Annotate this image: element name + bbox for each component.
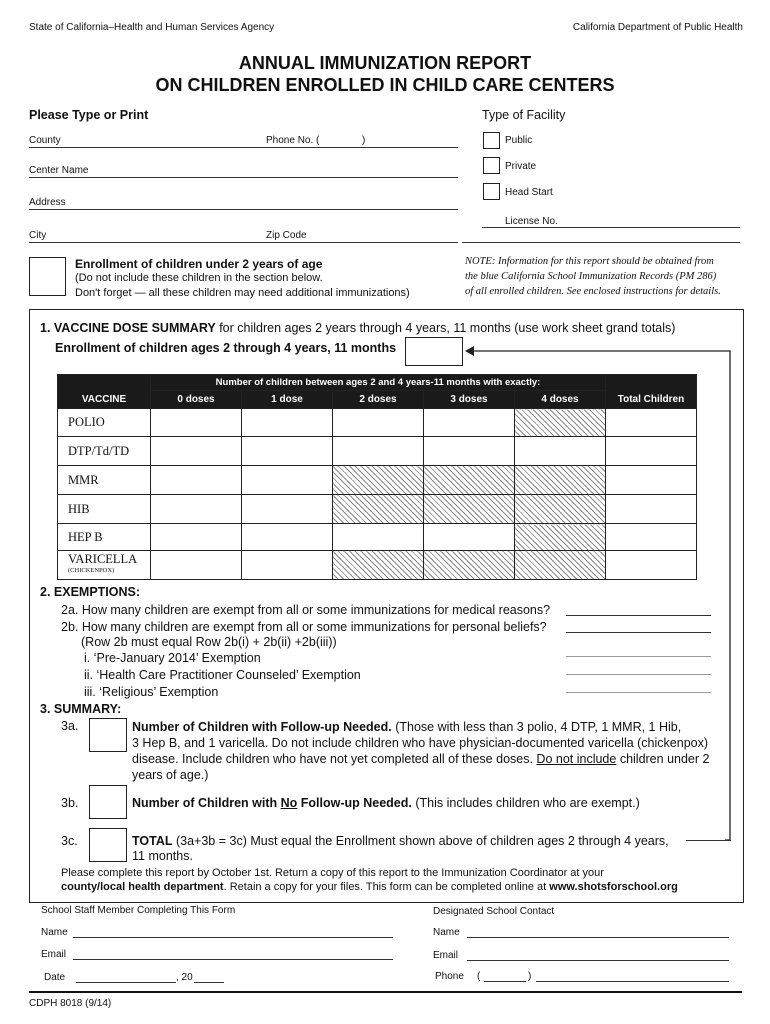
head-start-checkbox[interactable] — [483, 183, 500, 200]
dose-cell[interactable] — [424, 524, 515, 551]
center-name-label: Center Name — [29, 165, 89, 176]
vaccine-name: DTP/Td/TD — [58, 437, 151, 466]
total-cell[interactable] — [606, 437, 697, 466]
under-2-note-1: (Do not include these children in the section below. — [75, 272, 323, 284]
county-label: County — [29, 135, 61, 146]
date-year-field[interactable] — [194, 982, 224, 983]
dose-cell[interactable] — [242, 437, 333, 466]
dose-header-4: 4 doses — [515, 391, 606, 409]
table-row — [58, 437, 697, 466]
3c-text-1: (3a+3b = 3c) Must equal the Enrollment shown above of children ages 2 through 4 years, — [172, 834, 669, 848]
dose-cell[interactable] — [424, 437, 515, 466]
vaccine-name-sub: (CHICKENPOX) — [68, 567, 115, 574]
q2b-ii-answer-field[interactable] — [566, 674, 711, 675]
note-line-1: NOTE: Information for this report should be obtained from — [465, 256, 714, 267]
exemptions-heading: 2. EXEMPTIONS: — [40, 585, 141, 599]
q2b-ii-text: ii. ‘Health Care Practitioner Counseled’ Exemption — [84, 668, 361, 682]
dose-cell[interactable] — [151, 437, 242, 466]
3a-text-4: years of age.) — [132, 768, 209, 782]
phone-close-paren: ) — [362, 135, 366, 146]
3a-label: 3a. — [61, 719, 79, 733]
phone-area-code-field[interactable] — [484, 981, 526, 982]
hatched-cell — [333, 466, 424, 495]
facility-type-heading: Type of Facility — [482, 108, 566, 122]
staff-name-label: Name — [41, 927, 68, 938]
zip-code-label: Zip Code — [266, 230, 307, 241]
dose-header-3: 3 doses — [424, 391, 515, 409]
3a-text-3u: Do not include — [536, 752, 617, 766]
private-checkbox[interactable] — [483, 157, 500, 174]
total-cell[interactable] — [606, 524, 697, 551]
staff-name-field[interactable] — [73, 937, 393, 938]
title-line-2: ON CHILDREN ENROLLED IN CHILD CARE CENTERS — [155, 75, 615, 95]
3b-bold-1: Number of Children with — [132, 796, 281, 810]
3b-label: 3b. — [61, 796, 79, 810]
dose-cell[interactable] — [424, 409, 515, 437]
3c-answer-box[interactable] — [89, 828, 127, 862]
q2b-answer-field[interactable] — [566, 632, 711, 633]
vaccine-dose-table — [57, 374, 697, 580]
q2b-text: 2b. How many children are exempt from all or some immunizations for personal beliefs? — [61, 620, 547, 634]
vaccine-name: POLIO — [58, 409, 151, 437]
section-1-desc: for children ages 2 years through 4 years, 11 months (use work sheet grand totals) — [215, 321, 676, 335]
please-type-heading: Please Type or Print — [29, 108, 149, 122]
phone-sig-open-paren: ( — [477, 971, 481, 982]
total-cell[interactable] — [606, 409, 697, 437]
dose-header-0: 0 doses — [151, 391, 242, 409]
hatched-cell — [515, 551, 606, 580]
q2a-answer-field[interactable] — [566, 615, 711, 616]
phone-sig-label: Phone — [435, 971, 464, 982]
under-2-enrollment-box[interactable] — [29, 257, 66, 296]
shotsforschool-link[interactable]: www.shotsforschool.org — [549, 881, 678, 893]
city-zip-field[interactable] — [29, 242, 458, 243]
3c-label: 3c. — [61, 834, 78, 848]
contact-email-label: Email — [433, 950, 459, 961]
dose-cell[interactable] — [515, 437, 606, 466]
dose-cell[interactable] — [333, 437, 424, 466]
3b-answer-box[interactable] — [89, 785, 127, 819]
contact-name-field[interactable] — [467, 937, 729, 938]
note-line-3: of all enrolled children. See enclosed instructions for details. — [465, 286, 721, 297]
staff-email-label: Email — [41, 949, 67, 960]
date-field[interactable] — [76, 982, 176, 983]
dose-cell[interactable] — [151, 409, 242, 437]
3b-text — [132, 796, 640, 810]
dose-cell[interactable] — [151, 551, 242, 580]
3a-answer-box[interactable] — [89, 718, 127, 752]
date-year-prefix: , 20 — [176, 972, 193, 983]
q2b-i-answer-field[interactable] — [566, 656, 711, 657]
dose-header-1: 1 dose — [242, 391, 333, 409]
license-field[interactable] — [482, 227, 740, 228]
total-cell[interactable] — [606, 551, 697, 580]
dose-group-header: Number of children between ages 2 and 4 years-11 months with exactly: — [151, 375, 606, 391]
hatched-cell — [515, 466, 606, 495]
license-divider — [462, 242, 740, 243]
vaccine-name: MMR — [58, 466, 151, 495]
3c-bold: TOTAL — [132, 834, 173, 848]
contact-name-label: Name — [433, 927, 460, 938]
q2b-iii-text: iii. ‘Religious’ Exemption — [84, 685, 219, 699]
contact-email-field[interactable] — [467, 960, 729, 961]
head-start-label: Head Start — [505, 187, 553, 198]
3b-bold-no: No — [280, 796, 298, 810]
q2b-i-text: i. ‘Pre-January 2014’ Exemption — [84, 651, 261, 665]
q2b-note: (Row 2b must equal Row 2b(i) + 2b(ii) +2b(iii)) — [81, 635, 337, 649]
phone-sig-close-paren: ) — [528, 971, 532, 982]
q2b-iii-answer-field[interactable] — [566, 692, 711, 693]
private-label: Private — [505, 161, 537, 172]
hatched-cell — [424, 551, 515, 580]
under-2-note-2: Don't forget — all these children may need additional immunizations) — [75, 287, 410, 299]
vaccine-name: HIB — [58, 495, 151, 524]
vaccine-name — [58, 551, 151, 580]
total-cell[interactable] — [606, 495, 697, 524]
instructions-line-1: Please complete this report by October 1st. Return a copy of this report to the Immunization Coordinator at your — [61, 867, 604, 879]
form-title — [0, 52, 770, 96]
county-phone-field[interactable] — [29, 147, 458, 148]
vaccine-header: VACCINE — [58, 375, 151, 409]
school-contact-heading: Designated School Contact — [433, 906, 555, 917]
3a-text — [132, 719, 709, 783]
vaccine-dose-summary-heading — [40, 321, 675, 335]
instructions-bold: county/local health department — [61, 881, 224, 893]
dose-header-2: 2 doses — [333, 391, 424, 409]
dose-cell[interactable] — [242, 466, 333, 495]
center-name-field[interactable] — [29, 177, 458, 178]
return-instructions — [61, 866, 678, 894]
3a-bold: Number of Children with Follow-up Needed. — [132, 720, 392, 734]
table-row — [58, 409, 697, 437]
note-text — [465, 254, 721, 299]
title-line-1: ANNUAL IMMUNIZATION REPORT — [238, 53, 532, 73]
date-label: Date — [44, 972, 66, 983]
total-children-header: Total Children — [606, 375, 697, 409]
staff-member-heading: School Staff Member Completing This Form — [41, 905, 236, 916]
under-2-title: Enrollment of children under 2 years of age — [75, 257, 323, 271]
phone-label: Phone No. ( — [266, 135, 320, 146]
hatched-cell — [515, 524, 606, 551]
vaccine-name-main: VARICELLA — [68, 552, 138, 566]
hatched-cell — [515, 495, 606, 524]
section-1-title: 1. VACCINE DOSE SUMMARY — [40, 321, 216, 335]
dose-cell[interactable] — [333, 409, 424, 437]
hatched-cell — [424, 495, 515, 524]
dose-cell[interactable] — [151, 466, 242, 495]
note-line-2: the blue California School Immunization Records (PM 286) — [465, 271, 717, 282]
dose-cell[interactable] — [242, 409, 333, 437]
hatched-cell — [333, 551, 424, 580]
3a-text-1: (Those with less than 3 polio, 4 DTP, 1 MMR, 1 Hib, — [391, 720, 682, 734]
3b-bold-2: Follow-up Needed. — [297, 796, 412, 810]
table-row — [58, 524, 697, 551]
table-row — [58, 551, 697, 580]
enrollment-2-4-box[interactable] — [405, 337, 463, 366]
3a-text-3b: children under 2 — [616, 752, 710, 766]
3c-text-2: 11 months. — [132, 849, 193, 863]
hatched-cell — [515, 409, 606, 437]
dose-cell[interactable] — [242, 551, 333, 580]
address-label: Address — [29, 197, 66, 208]
agency-name: State of California–Health and Human Services Agency — [29, 22, 275, 33]
dose-cell[interactable] — [242, 495, 333, 524]
hatched-cell — [333, 495, 424, 524]
form-id: CDPH 8018 (9/14) — [29, 998, 112, 1009]
table-row — [58, 466, 697, 495]
q2a-text: 2a. How many children are exempt from all or some immunizations for medical reasons? — [61, 603, 551, 617]
city-label: City — [29, 230, 47, 241]
dose-cell[interactable] — [151, 524, 242, 551]
3a-text-3a: disease. Include children who have not yet completed all of these doses. — [132, 752, 537, 766]
staff-email-field[interactable] — [73, 959, 393, 960]
vaccine-name: HEP B — [58, 524, 151, 551]
dose-cell[interactable] — [333, 524, 424, 551]
address-field[interactable] — [29, 209, 458, 210]
department-name: California Department of Public Health — [572, 22, 743, 33]
license-label: License No. — [505, 216, 558, 227]
dose-cell[interactable] — [151, 495, 242, 524]
bottom-rule — [29, 991, 742, 993]
phone-number-field[interactable] — [536, 981, 729, 982]
3c-text — [132, 834, 669, 864]
3a-text-2: 3 Hep B, and 1 varicella. Do not include children who have physician-documented varicella (chickenpox) — [132, 736, 709, 750]
dose-cell[interactable] — [242, 524, 333, 551]
total-arrow-tail — [686, 840, 731, 841]
public-label: Public — [505, 135, 533, 146]
3b-text-rest: (This includes children who are exempt.) — [411, 796, 640, 810]
public-checkbox[interactable] — [483, 132, 500, 149]
summary-heading: 3. SUMMARY: — [40, 702, 122, 716]
instructions-mid: . Retain a copy for your files. This form can be completed online at — [223, 881, 550, 893]
enrollment-2-4-label: Enrollment of children ages 2 through 4 years, 11 months — [55, 341, 397, 355]
table-row — [58, 495, 697, 524]
total-cell[interactable] — [606, 466, 697, 495]
hatched-cell — [424, 466, 515, 495]
